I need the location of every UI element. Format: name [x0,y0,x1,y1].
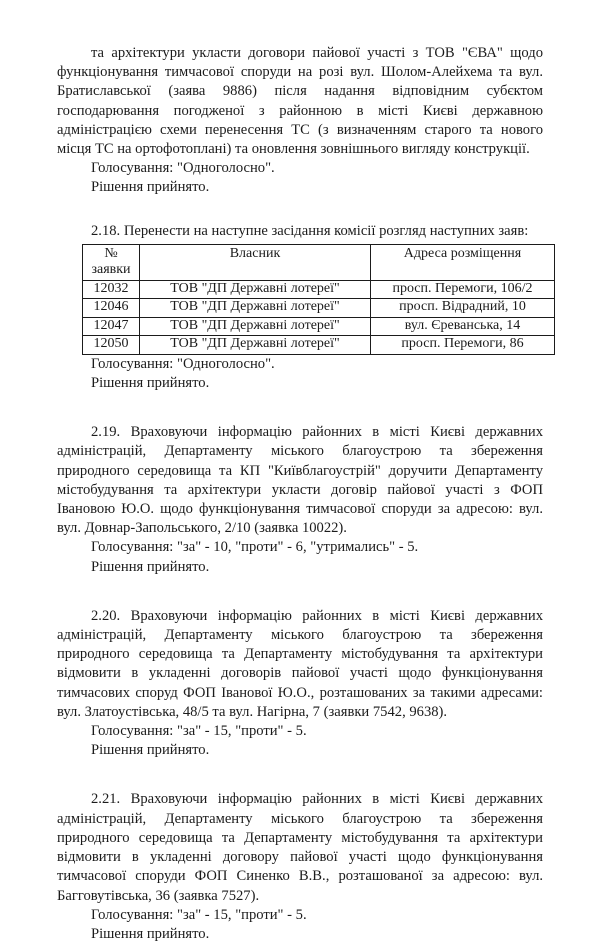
cell-owner: ТОВ "ДП Державні лотереї" [140,336,371,355]
column-header-number [83,244,140,280]
voting-result-2: Голосування: "Одноголосно". [91,355,275,372]
applications-table [82,244,555,355]
decision-result-3: Рішення прийнято. [91,558,210,575]
paragraph-continuation: та архітектури укласти договори пайової участі з ТОВ "ЄВА" щодо функціонування тимчасової споруди на розі вул. Шолом-Алейхема та вул. Братиславської (заява 9886) після надання відповідним субєктом господарювання погодженої з районною в місті Києві державною адміністрацією схеми перенесення ТС (з визначенням старого та нового місця ТС на ортофотоплані) та оновлення зовнішнього вигляду конструкції. [57,45,543,158]
cell-owner: ТОВ "ДП Державні лотереї" [140,299,371,318]
cell-address: просп. Перемоги, 106/2 [371,280,555,299]
table-body [83,280,555,354]
table-header-row [83,244,555,280]
voting-result-3: Голосування: "за" - 10, "проти" - 6, "утримались" - 5. [91,539,419,556]
spacer [57,198,543,222]
column-header-number-line1: № [104,245,118,261]
voting-result-5: Голосування: "за" - 15, "проти" - 5. [91,906,307,923]
paragraph-item-2-19: 2.19. Враховуючи інформацію районних в місті Києві державних адміністрацій, Департаменту міського благоустрою та збереження природного середовища та КП "Київблагоустрій" доручити Департаменту містобудування та архітектури укласти договір пайової участі з ФОП Івановою Ю.О. щодо функціонування тимчасової споруди за адресою: вул. вул. Довнар-Запольського, 2/10 (заявка 10022). [57,424,543,537]
column-header-owner: Власник [140,244,371,280]
table-row [83,280,555,299]
cell-address: вул. Єреванська, 14 [371,317,555,336]
cell-number: 12047 [83,317,140,336]
heading-item-2-18: 2.18. Перенести на наступне засідання комісії розгляд наступних заяв: [91,222,529,239]
cell-owner: ТОВ "ДП Державні лотереї" [140,317,371,336]
voting-result-1: Голосування: "Одноголосно". [91,160,275,177]
decision-result-5: Рішення прийнято. [91,925,210,942]
spacer [57,393,543,423]
table-row [83,317,555,336]
paragraph-item-2-20: 2.20. Враховуючи інформацію районних в місті Києві державних адміністрацій, Департаменту міського благоустрою та збереження природного середовища та Департаменту містобудування та архітектури відмовити в укладенні договорів пайової участі щодо функціонування тимчасових споруд ФОП Іванової Ю.О., розташованих за такими адресами: вул. Златоустівська, 48/5 та вул. Нагірна, 7 (заявки 7542, 9638). [57,607,543,720]
cell-number: 12032 [83,280,140,299]
voting-result-4: Голосування: "за" - 15, "проти" - 5. [91,723,307,740]
paragraph-item-2-21: 2.21. Враховуючи інформацію районних в місті Києві державних адміністрацій, Департаменту міського благоустрою та збереження природного середовища та Департаменту містобудування та архітектури відмовити в укладенні договору пайової участі щодо функціонування тимчасової споруди ФОП Синенко В.В., розташованої за адресою: вул. Багговутівська, 36 (заявка 7527). [57,791,543,904]
spacer [57,577,543,607]
spacer [57,760,543,790]
cell-number: 12050 [83,336,140,355]
cell-address: просп. Відрадний, 10 [371,299,555,318]
table-row [83,336,555,355]
column-header-address: Адреса розміщення [371,244,555,280]
decision-result-2: Рішення прийнято. [91,375,210,392]
decision-result-1: Рішення прийнято. [91,179,210,196]
column-header-number-line2: заявки [91,262,131,278]
document-body [57,44,543,944]
table-header [83,244,555,280]
cell-address: просп. Перемоги, 86 [371,336,555,355]
decision-result-4: Рішення прийнято. [91,742,210,759]
cell-number: 12046 [83,299,140,318]
table-row [83,299,555,318]
cell-owner: ТОВ "ДП Державні лотереї" [140,280,371,299]
